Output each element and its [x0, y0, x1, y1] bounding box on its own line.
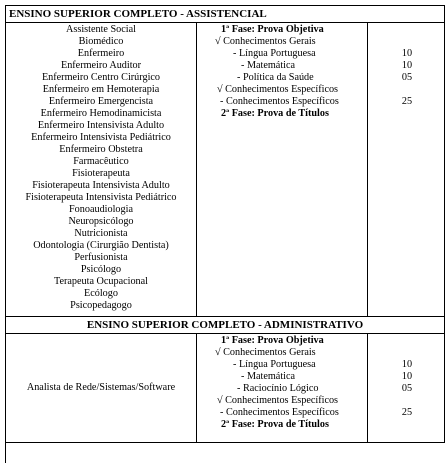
subject-label: - Conhecimentos Específicos	[220, 407, 339, 418]
career-list	[6, 23, 197, 316]
subject-label: - Política da Saúde	[237, 72, 314, 83]
career-item: Odontologia (Cirurgião Dentista)	[33, 240, 169, 251]
specific-knowledge: √ Conhecimentos Específicos	[217, 84, 339, 95]
phase2-heading: 2ª Fase: Prova de Títulos	[221, 108, 329, 119]
career-cell	[6, 334, 197, 442]
career-item: Enfermeiro Auditor	[60, 60, 142, 71]
career-item: Enfermeiro Obstetra	[59, 144, 143, 155]
career-item: Biomédico	[78, 36, 124, 47]
career-item: Psicólogo	[80, 264, 122, 275]
career-item: Fisioterapeuta Intensivista Adulto	[32, 180, 170, 191]
question-counts	[368, 334, 446, 443]
career-item: Psicopedagogo	[70, 300, 132, 311]
career-item: Nutricionista	[74, 228, 128, 239]
subject-label: - Raciocínio Lógico	[237, 383, 319, 394]
career-item: Enfermeiro Hemodinamicista	[40, 108, 162, 119]
section-title-assistencial: ENSINO SUPERIOR COMPLETO - ASSISTENCIAL	[6, 6, 444, 23]
subject-label: - Língua Portuguesa	[233, 359, 316, 370]
career-item: Terapeuta Ocupacional	[53, 276, 149, 287]
section-title-administrativo: ENSINO SUPERIOR COMPLETO - ADMINISTRATIVO	[6, 317, 444, 334]
question-count: 10	[401, 48, 413, 59]
career-item: Analista de Rede/Sistemas/Software	[26, 382, 176, 393]
career-item: Farmacêutico	[73, 156, 129, 167]
subject-label: - Língua Portuguesa	[233, 48, 316, 59]
question-count: 25	[401, 96, 413, 107]
exam-structure	[197, 334, 368, 442]
career-item: Enfermeiro em Hemoterapia	[42, 84, 160, 95]
question-count: 10	[401, 371, 413, 382]
question-count: 10	[401, 60, 413, 71]
question-count: 25	[401, 407, 413, 418]
exam-table	[5, 5, 445, 443]
exam-structure	[197, 23, 368, 316]
career-item: Perfusionista	[74, 252, 128, 263]
section-body-assistencial	[6, 23, 444, 317]
question-count: 05	[401, 383, 413, 394]
general-knowledge: √ Conhecimentos Gerais	[215, 347, 316, 358]
subject-label: - Conhecimentos Específicos	[220, 96, 339, 107]
career-item: Fisioterapeuta	[72, 168, 130, 179]
career-item: Fonoaudiologia	[69, 204, 133, 215]
career-item: Neuropsicólogo	[68, 216, 134, 227]
career-item: Enfermeiro Centro Cirúrgico	[41, 72, 161, 83]
career-item: Enfermeiro Intensivista Adulto	[37, 120, 165, 131]
question-count: 05	[401, 72, 413, 83]
phase1-heading: 1ª Fase: Prova Objetiva	[221, 335, 324, 346]
question-counts	[368, 23, 446, 317]
career-item: Assistente Social	[66, 24, 136, 35]
question-count: 10	[401, 359, 413, 370]
phase1-heading: 1ª Fase: Prova Objetiva	[221, 24, 324, 35]
general-knowledge: √ Conhecimentos Gerais	[215, 36, 316, 47]
career-item: Fisioterapeuta Intensivista Pediátrico	[25, 192, 177, 203]
section-body-administrativo	[6, 334, 444, 443]
career-item: Enfermeiro Emergencista	[48, 96, 154, 107]
career-item: Enfermeiro Intensivista Pediátrico	[31, 132, 171, 143]
phase2-heading: 2ª Fase: Prova de Títulos	[221, 419, 329, 430]
career-item: Ecólogo	[84, 288, 118, 299]
subject-label: - Matemática	[241, 371, 296, 382]
specific-knowledge: √ Conhecimentos Específicos	[217, 395, 339, 406]
subject-label: - Matemática	[241, 60, 296, 71]
career-item: Enfermeiro	[77, 48, 125, 59]
